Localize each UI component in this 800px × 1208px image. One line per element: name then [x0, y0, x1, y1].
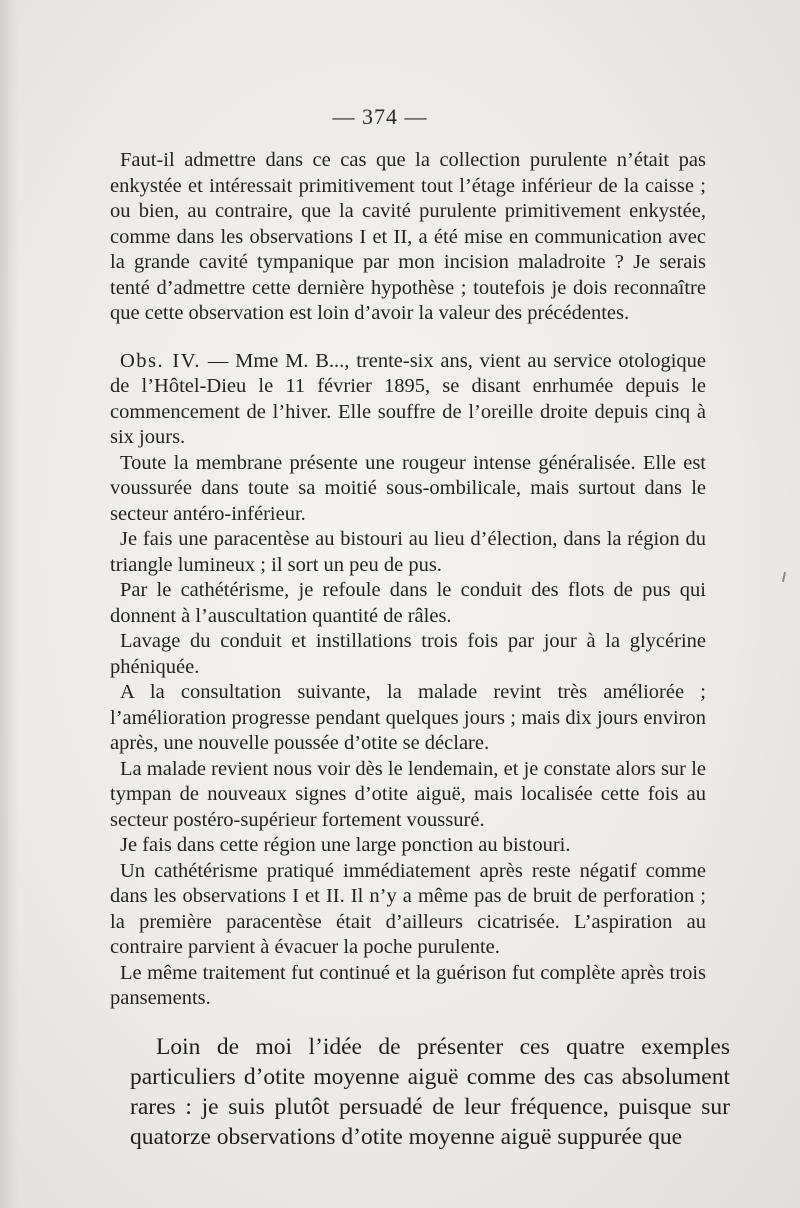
page-number: — 374 — [332, 104, 428, 129]
observation-paragraph: Un cathétérisme pratiqué immédiatement après reste négatif comme dans les observations I et II. Il n’y a même pas de bruit de perforation ; la première paracentèse était d’ailleurs cicatrisée. L’aspiration au contraire parvient à évacuer la poche purulente. [110, 859, 706, 958]
observation-paragraph: Lavage du conduit et instillations trois fois par jour à la glycérine phéniquée. [110, 630, 706, 678]
main-text-block [110, 148, 706, 1012]
observation-paragraph: A la consultation suivante, la malade revint très améliorée ; l’amélioration progresse pendant quelques jours ; mais dix jours environ après, une nouvelle poussée d’otite se déclare. [110, 681, 706, 754]
observation-label: Obs. IV. [120, 349, 202, 372]
conclusion-paragraph: Loin de moi l’idée de présenter ces quatre exemples particuliers d’otite moyenne aiguë comme des cas absolument rares : je suis plutôt persuadé de leur fréquence, puisque sur quatorze observations d’otite moyenne aiguë suppurée que [130, 1034, 730, 1150]
observation-paragraph: Toute la membrane présente une rougeur intense généralisée. Elle est voussurée dans toute sa moitié sous-ombilicale, mais surtout dans le secteur antéro-inférieur. [110, 451, 706, 525]
observation-paragraph: Je fais une paracentèse au bistouri au lieu d’élection, dans la région du triangle lumineux ; il sort un peu de pus. [110, 528, 706, 576]
ink-speck [782, 572, 786, 582]
observation-paragraph: La malade revient nous voir dès le lendemain, et je constate alors sur le tympan de nouveaux signes d’otite aiguë, mais localisée cette fois au secteur postéro-supérieur fortement voussuré. [110, 757, 706, 831]
observation-paragraph: Le même traitement fut continué et la guérison fut complète après trois pansements. [110, 961, 706, 1009]
observation-paragraph: Par le cathétérisme, je refoule dans le conduit des flots de pus qui donnent à l’auscultation quantité de râles. [110, 579, 706, 627]
observation-opening-text: — Mme M. B..., trente-six ans, vient au service otologique de l’Hôtel-Dieu le 11 février 1895, se disant enrhumée depuis le commencement de l’hiver. Elle souffre de l’oreille droite depuis cinq à six jours. [110, 349, 706, 448]
binding-shadow [0, 0, 18, 1208]
observation-opening-paragraph [110, 349, 706, 451]
intro-paragraph: Faut-il admettre dans ce cas que la collection purulente n’était pas enkystée et intéressait primitivement tout l’étage inférieur de la caisse ; ou bien, au contraire, que la cavité purulente primitivement enkystée, comme dans les observations I et II, a été mise en communication avec la grande cavité tympanique par mon incision maladroite ? Je serais tenté d’admettre cette dernière hypothèse ; toutefois je dois reconnaître que cette observation est loin d’avoir la valeur des précédentes. [110, 149, 706, 324]
observation-paragraph: Je fais dans cette région une large ponction au bistouri. [120, 834, 571, 856]
conclusion-text-block [130, 1032, 730, 1152]
